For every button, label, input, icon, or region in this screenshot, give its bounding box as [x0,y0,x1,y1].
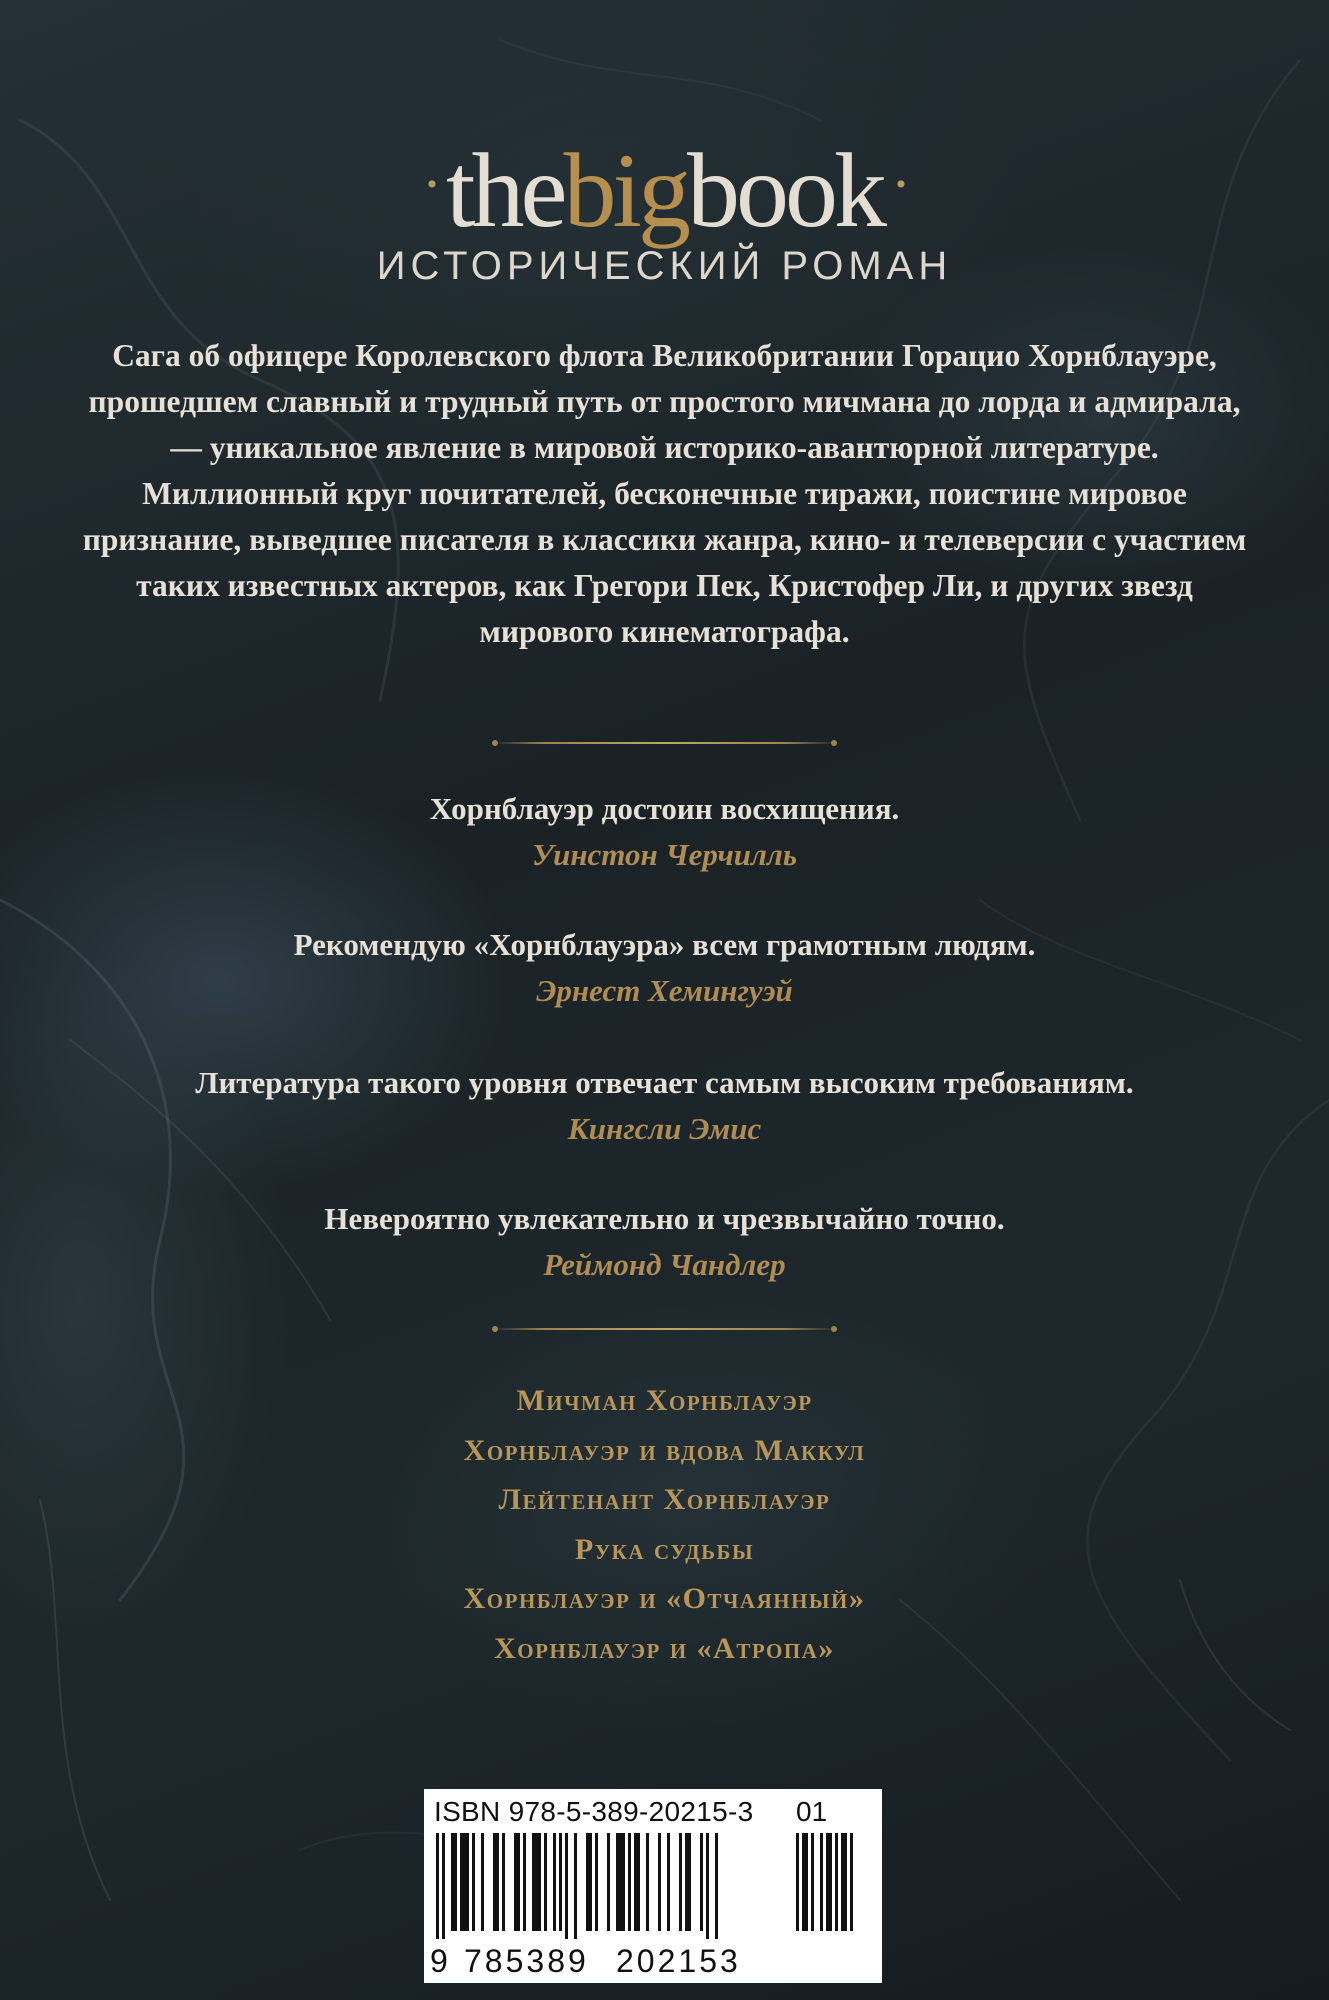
barcode-bar [502,1833,505,1931]
quote-text: Невероятно увлекательно и чрезвычайно точно. [324,1201,1005,1236]
isbn-addon-code: 01 [796,1796,828,1827]
logo-book: book [686,132,883,249]
logo-the: the [446,132,564,249]
isbn-number: ISBN 978-5-389-20215-3 [434,1796,754,1827]
barcode-bar [850,1833,853,1931]
barcode-left-digits: 785389 [464,1943,589,1979]
quote-author: Кингсли Эмис [567,1111,762,1146]
series-subtitle: ИСТОРИЧЕСКИЙ РОМАН [376,244,953,288]
barcode-bar [574,1833,577,1939]
barcode-bar [544,1833,547,1931]
barcode-right-digits: 202153 [616,1943,741,1979]
quote-text: Литература такого уровня отвечает самым высоким требованиям. [195,1065,1134,1100]
barcode-bar [634,1833,640,1931]
barcode-bar [667,1833,670,1931]
review-quote [0,1060,1329,1152]
barcode-bar [607,1833,610,1931]
barcode-bar [796,1833,799,1931]
series-book-title: Хорнблауэр и «Атропа» [494,1631,835,1665]
barcode-bar [565,1833,568,1939]
barcode-bar [559,1833,562,1931]
quote-text: Хорнблауэр достоин восхищения. [429,791,900,826]
barcode-bar [715,1833,718,1939]
barcode-bars [434,1833,774,1941]
barcode-bar [628,1833,631,1931]
barcode-bar [820,1833,823,1931]
barcode-bar [658,1833,661,1931]
barcode-bar [811,1833,814,1931]
barcode-bar [532,1833,541,1931]
barcode-first-digit: 9 [430,1943,448,1979]
barcode-bar [616,1833,625,1931]
barcode-digits [426,1943,884,1979]
barcode-bar [472,1833,475,1931]
barcode-bar [700,1833,703,1931]
barcode-addon-bars [792,1833,872,1941]
barcode-bar [553,1833,556,1931]
barcode-bar [595,1833,598,1931]
barcode-bar [451,1833,457,1931]
barcode-bar [523,1833,526,1931]
series-book-title: Хорнблауэр и «Отчаянный» [463,1582,866,1615]
logo-big: big [563,132,687,249]
review-quote [0,1196,1329,1288]
series-book-title: Рука судьбы [574,1532,755,1566]
barcode-bar [586,1833,592,1931]
logo-dot-left: · [422,151,439,217]
barcode-bar [460,1833,469,1931]
barcode-bar [436,1833,439,1939]
isbn-barcode [424,1789,882,1983]
barcode-bar [514,1833,520,1931]
ornament-divider-top [492,742,837,744]
barcode-bar [685,1833,691,1931]
series-book-list [0,1376,1329,1673]
barcode-bar [802,1833,808,1931]
barcode-bar [442,1833,445,1939]
barcode-bar [646,1833,649,1931]
barcode-bar [835,1833,838,1931]
series-book-title: Лейтенант Хорнблауэр [498,1483,831,1516]
series-book-title: Хорнблауэр и вдова Маккул [463,1433,866,1467]
quote-author: Эрнест Хемингуэй [536,973,793,1008]
quote-author: Уинстон Черчилль [531,837,797,872]
series-book-title: Мичман Хорнблауэр [516,1384,813,1417]
logo-dot-right: · [890,151,907,217]
barcode-bar [481,1833,484,1931]
barcode-bar [706,1833,709,1939]
barcode-bar [493,1833,499,1931]
review-quote [0,786,1329,878]
review-quote [0,922,1329,1014]
barcode-bar [841,1833,847,1931]
barcode-bar [826,1833,832,1931]
ornament-divider-bottom [492,1328,837,1330]
quote-text: Рекомендую «Хорнблауэра» всем грамотным людям. [293,927,1036,962]
quote-author: Реймонд Чандлер [543,1247,786,1282]
barcode-bar [679,1833,682,1931]
book-description: Сага об офицере Королевского флота Великобритании Горацио Хорнблауэре, прошедшем славный и трудный путь от простого мичмана до лорда и адмирала, — уникальное явление в мировой историко-авантюрной литературе. Миллионный круг почитателей, бесконечные тиражи, поистине мировое признание, выведшее писателя в классики жанра, кино- и телеверсии с участием таких известных актеров, как Грегори Пек, Кристофер Ли, и других звезд мирового кинематографа. [82,338,1247,649]
publisher-logo [0,132,1329,249]
